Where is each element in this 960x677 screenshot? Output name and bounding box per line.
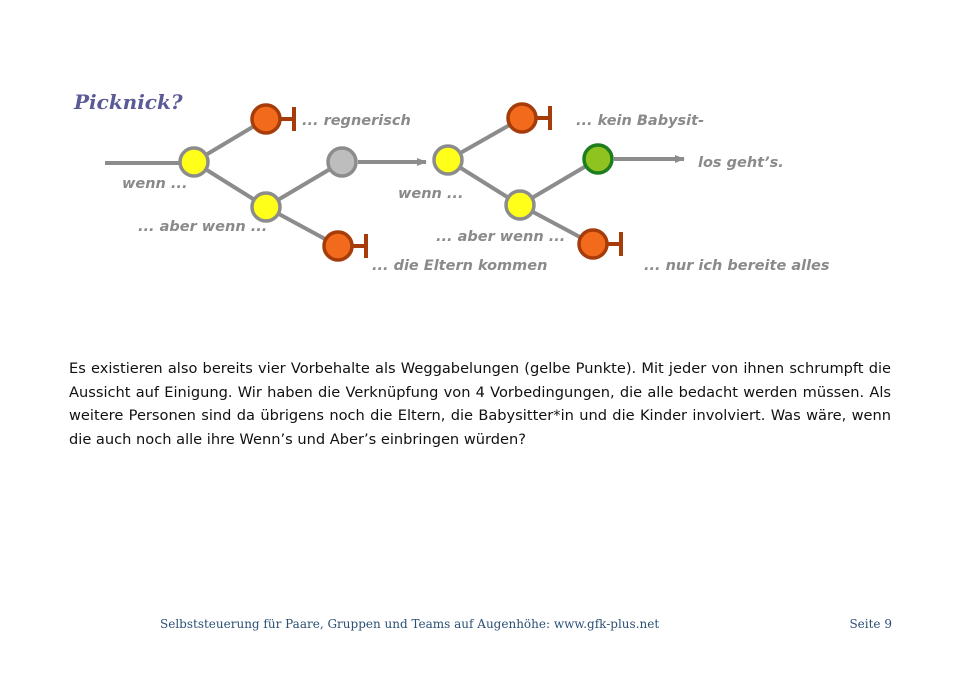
stop-bar-icon: [280, 107, 294, 131]
footer-text: Selbststeuerung für Paare, Gruppen und Teams auf Augenhöhe: www.gfk-plus.net: [160, 617, 660, 631]
label-aber-wenn-1: ... aber wenn ...: [138, 219, 268, 235]
yellow-fork-node: [434, 146, 462, 174]
yellow-fork-node: [252, 193, 280, 221]
label-wenn-1: wenn ...: [122, 176, 188, 192]
diagram-title: Picknick?: [74, 90, 183, 114]
orange-stop-node: [324, 232, 352, 260]
label-babysitter: ... kein Babysit-: [576, 113, 705, 129]
label-eltern: ... die Eltern kommen: [372, 258, 548, 274]
body-paragraph: Es existieren also bereits vier Vorbehalte als Weggabelungen (gelbe Punkte). Mit jeder von ihnen schrumpft die Aussicht auf Einigung. Wir haben die Verknüpfung von 4 Vorbedingungen, die alle bedacht werden müssen. Als weitere Personen sind da übrigens noch die Eltern, die Babysitter*in und die Kinder involviert. Was wäre, wenn die auch noch alle ihre Wenn’s und Aber’s einbringen würden?: [69, 360, 891, 448]
orange-stop-node: [508, 104, 536, 132]
stop-bar-icon: [607, 232, 621, 256]
grey-node: [328, 148, 356, 176]
label-aber-wenn-2: ... aber wenn ...: [436, 229, 566, 245]
page-number: Seite 9: [849, 617, 892, 631]
label-regnerisch: ... regnerisch: [302, 113, 411, 129]
label-los: los geht’s.: [698, 155, 784, 171]
label-wenn-2: wenn ...: [398, 186, 464, 202]
green-go-node: [584, 145, 612, 173]
decision-tree-diagram: [0, 0, 960, 300]
orange-stop-node: [252, 105, 280, 133]
label-nur-ich: ... nur ich bereite alles: [644, 258, 830, 274]
stop-bar-icon: [536, 106, 550, 130]
yellow-fork-node: [506, 191, 534, 219]
yellow-fork-node: [180, 148, 208, 176]
orange-stop-node: [579, 230, 607, 258]
stop-bar-icon: [352, 234, 366, 258]
